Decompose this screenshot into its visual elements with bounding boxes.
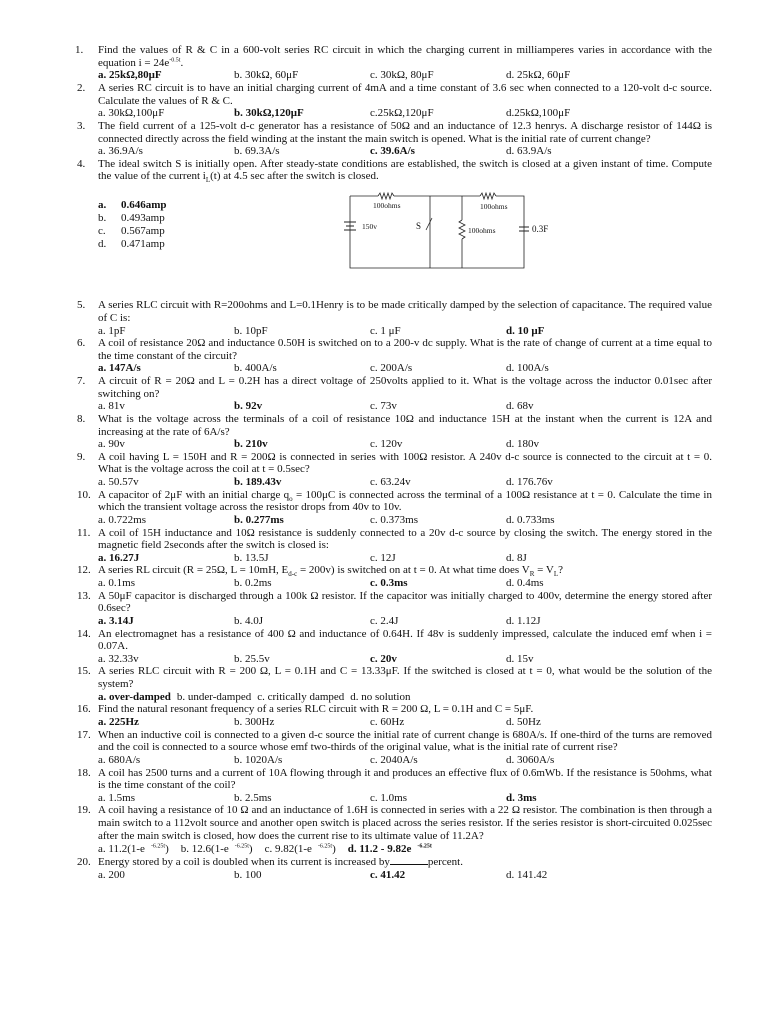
circuit-diagram xyxy=(338,186,558,282)
question-number: 12. xyxy=(77,564,91,577)
choice-row xyxy=(0,843,768,856)
choice-row xyxy=(0,325,768,338)
choice-b: b. 0.2ms xyxy=(234,577,272,590)
choice-row xyxy=(0,362,768,375)
choice-b: b. 300Hz xyxy=(234,716,275,729)
question-number: 5. xyxy=(77,299,86,312)
choice-d: d. no solution xyxy=(350,690,411,703)
resistor-2 xyxy=(480,193,496,199)
question-text: When an inductive coil is connected to a given d-c source the initial rate of current change is 680A/s. If one-third of the turns are removed and the coil is connected to a source whose emf two-thirds of the original value, what is the initial rate of current rise? xyxy=(98,728,712,754)
question-number: 7. xyxy=(77,374,86,387)
choice-text: ) xyxy=(165,842,169,855)
choice-d xyxy=(348,843,438,855)
choice-b: b. 13.5J xyxy=(234,551,269,564)
choice-row xyxy=(0,615,768,628)
choice-a: a. 36.9A/s xyxy=(98,145,143,158)
question-text: The ideal switch S is initially open. After steady-state conditions are established, the switch is closed at a given instant of time. Compute the value of the current i xyxy=(98,157,712,183)
resistor-1-label: 100ohms xyxy=(373,201,401,211)
choice-d: d. 15v xyxy=(506,652,534,665)
document-page xyxy=(0,44,768,881)
choice-d: d. 0.4ms xyxy=(506,577,544,590)
question-text-tail: = 200v) is switched on at t = 0. At what time does V xyxy=(297,564,530,577)
question-10 xyxy=(0,489,768,514)
choice-d: d. 68v xyxy=(506,400,534,413)
question-text: Find the values of R & C in a 600-volt series RC circuit in which the charging current in milliamperes varies in accordance with the equation i = 24e xyxy=(98,44,712,69)
choice-a: a. 30kΩ,100μF xyxy=(98,107,165,120)
question-number: 10. xyxy=(77,488,91,501)
choice-text: a. 11.2(1-e xyxy=(98,842,145,855)
choice-d: d. 100A/s xyxy=(506,362,549,375)
choice-c: c. 30kΩ, 80μF xyxy=(370,69,434,82)
question-text: What is the voltage across the terminals of a coil of resistance 10Ω and inductance 15H at the instant when the current is 12A and increasing at the rate of 6A/s? xyxy=(98,412,712,438)
question-number: 16. xyxy=(77,703,91,716)
choice-c: c. 1.0ms xyxy=(370,791,407,804)
choice-value: 0.493amp xyxy=(121,212,165,225)
choice-d: d.25kΩ,100μF xyxy=(506,107,571,120)
choice-letter: d. xyxy=(98,238,107,251)
question-text: A coil of 15H inductance and 10Ω resistance is suddenly connected to a 20v d-c source by closing the switch. The energy stored in the magnetic field 2seconds after the switch is closed is: xyxy=(98,526,712,552)
question-number: 19. xyxy=(77,804,91,817)
choice-b: b. under-damped xyxy=(176,690,252,703)
choice-b: b. 1020A/s xyxy=(234,754,283,766)
question-text: Find the natural resonant frequency of a series RLC circuit with R = 200 Ω, L = 0.1H and C = 5μF. xyxy=(98,703,534,716)
question-number: 4. xyxy=(77,157,86,170)
question-2 xyxy=(0,82,768,107)
choice-a: a. 1pF xyxy=(98,324,126,337)
choice-b: b. 4.0J xyxy=(234,615,264,628)
choice-b: b. 2.5ms xyxy=(234,791,272,804)
choice-c: c. 0.373ms xyxy=(370,514,418,527)
question-number: 2. xyxy=(77,81,86,94)
question-text: A coil has 2500 turns and a current of 10A flowing through it and produces an effective flux of 0.6mWb. If the resistance is 50ohms, what is the time constant of the coil? xyxy=(98,766,712,792)
question-number: 9. xyxy=(77,450,86,463)
choice-b: b. 69.3A/s xyxy=(234,145,280,158)
choice-d: d. 3ms xyxy=(506,791,537,804)
question-text: A capacitor of 2μF with an initial charge q xyxy=(98,488,290,501)
choice-a: a. 50.57v xyxy=(98,476,139,489)
choice-text: b. 12.6(1-e xyxy=(180,842,229,855)
choice-c: c. 2.4J xyxy=(370,615,399,628)
choice-d: d. 10 μF xyxy=(506,324,545,337)
choice-letter: b. xyxy=(98,212,107,225)
question-number: 3. xyxy=(77,119,86,132)
choice-a: a. 16.27J xyxy=(98,551,140,564)
choice-d: d. 176.76v xyxy=(506,476,553,489)
subscript: R xyxy=(529,570,535,579)
question-1 xyxy=(0,44,768,69)
question-text-tail: . xyxy=(180,56,184,69)
choice-letter: a. xyxy=(98,199,107,212)
choice-a: a. 25kΩ,80μF xyxy=(98,69,162,82)
question-number: 11. xyxy=(77,526,91,539)
question-text: A coil having a resistance of 10 Ω and an inductance of 1.6H is connected in series with a 22 Ω resistor. The combination is then through a main switch to a 112volt source and another open switch is placed across the series resistor. If the series resistor is short-circuited 0.025sec after the main switch is closed, how does the current rise to its ultimate value of 11.2A? xyxy=(98,804,712,842)
question-text: A coil having L = 150H and R = 200Ω is connected in series with 100Ω resistor. A 240v d-c source is connected to the circuit at t = 0. What is the voltage across the coil at t = 0.5sec? xyxy=(98,450,712,476)
question-8 xyxy=(0,413,768,438)
choice-a: a. 225Hz xyxy=(98,716,139,729)
choice-row xyxy=(0,691,768,704)
choice-c: c. 2040A/s xyxy=(370,754,418,766)
choice-a: a. over-damped xyxy=(98,690,171,703)
choice-a: a. 1.5ms xyxy=(98,791,135,804)
question-text: A series RC circuit is to have an initial charging current of 4mA and a time constant of 3.6 sec when connected to a 120-volt d-c source. Calculate the values of R & C. xyxy=(98,81,712,107)
choice-b: b. 210v xyxy=(234,438,268,451)
choice-a: a. 0.722ms xyxy=(98,514,146,527)
question-text-tail: percent. xyxy=(427,856,463,869)
choice-row xyxy=(0,514,768,527)
choice-a: a. 200 xyxy=(98,868,125,881)
source-label: 150v xyxy=(362,222,377,232)
question-text-tail: = V xyxy=(534,564,554,577)
choice-b: b. 189.43v xyxy=(234,476,282,489)
question-number: 1. xyxy=(75,44,84,56)
subscript: L xyxy=(553,570,559,579)
resistor-3-label: 100ohms xyxy=(468,226,496,236)
choice-d: d. 141.42 xyxy=(506,868,548,881)
choice-row xyxy=(0,438,768,451)
question-7 xyxy=(0,375,768,400)
choice-d: d. 25kΩ, 60μF xyxy=(506,69,571,82)
capacitor-label: 0.3F xyxy=(532,224,549,235)
choice-row xyxy=(0,754,768,767)
question-11 xyxy=(0,527,768,552)
question-text: A series RLC circuit with R = 200 Ω, L = 0.1H and C = 13.33μF. If the switched is closed at t = 0, what would be the solution of the system? xyxy=(98,665,712,691)
switch-blade xyxy=(426,218,432,230)
choice-b: b. 100 xyxy=(234,868,262,881)
choice-c: c. 20v xyxy=(370,652,397,665)
choice-c: c. 41.42 xyxy=(370,868,406,881)
question-number: 17. xyxy=(77,728,91,741)
choice-row xyxy=(0,69,768,82)
question-number: 20. xyxy=(77,856,91,869)
question-15 xyxy=(0,665,768,690)
choice-a: a. 81v xyxy=(98,400,125,413)
choice-row xyxy=(0,476,768,489)
choice-d: d. 0.733ms xyxy=(506,514,555,527)
choice-d: d. 3060A/s xyxy=(506,754,555,766)
question-text: A coil of resistance 20Ω and inductance 0.50H is switched on to a 200-v dc supply. What is the rate of change of current at a time equal to the time constant of the circuit? xyxy=(98,337,712,362)
choice-c: c. 73v xyxy=(370,400,397,413)
exponent: -6.25t xyxy=(417,842,432,849)
choice-a xyxy=(98,843,175,855)
choice-d xyxy=(98,238,167,251)
choice-b xyxy=(98,212,167,225)
question-18 xyxy=(0,767,768,792)
choice-row xyxy=(0,552,768,565)
question-3 xyxy=(0,120,768,145)
choice-b: b. 30kΩ,120μF xyxy=(234,107,304,120)
question-text-tail: ? xyxy=(558,564,563,577)
choice-c: c. 63.24v xyxy=(370,476,411,489)
choice-d: d. 1.12J xyxy=(506,615,541,628)
choice-b: b. 400A/s xyxy=(234,362,277,375)
choice-row xyxy=(0,107,768,120)
choice-b: b. 0.277ms xyxy=(234,514,284,527)
choice-c: c.25kΩ,120μF xyxy=(370,107,434,120)
question-17 xyxy=(0,729,768,754)
choice-row xyxy=(0,716,768,729)
question-number: 6. xyxy=(77,337,86,350)
choice-a: a. 32.33v xyxy=(98,652,139,665)
question-4-figure xyxy=(0,183,768,299)
choice-d: d. 180v xyxy=(506,438,539,451)
resistor-2-label: 100ohms xyxy=(480,202,508,212)
question-9 xyxy=(0,451,768,476)
choice-a: a. 0.1ms xyxy=(98,577,135,590)
question-20 xyxy=(0,855,768,869)
choice-row xyxy=(0,400,768,413)
question-text: A series RL circuit (R = 25Ω, L = 10mH, E xyxy=(98,564,289,577)
question-5 xyxy=(0,299,768,324)
question-16 xyxy=(0,703,768,716)
choice-c: c. 39.6A/s xyxy=(370,145,415,158)
choice-row xyxy=(0,653,768,666)
choice-c: c. 120v xyxy=(370,438,403,451)
answer-blank xyxy=(390,855,428,865)
question-19 xyxy=(0,804,768,842)
exponent: -6.25t xyxy=(234,842,249,849)
resistor-3 xyxy=(459,220,465,239)
choice-b: b. 25.5v xyxy=(234,652,270,665)
question-text-tail: = 100μC is connected across the terminal of a 100Ω resistance at t = 0. Calculate the time in which the transient voltage across the resistor drops from 40v to 10v. xyxy=(98,488,712,514)
choice-row xyxy=(0,145,768,158)
choice-c: c. 12J xyxy=(370,551,396,564)
choice-row xyxy=(0,577,768,590)
choice-text: ) xyxy=(332,842,336,855)
question-text-tail: (t) at 4.5 sec after the switch is closed. xyxy=(210,170,379,183)
question-text: The field current of a 125-volt d-c generator has a resistance of 50Ω and an inductance of 12.3 henrys. A discharge resistor of 144Ω is connected directly across the field winding at the instant the main switch is opened. What is the initial rate of current change? xyxy=(98,119,712,145)
choice-value: 0.646amp xyxy=(121,199,167,212)
choice-letter: c. xyxy=(98,225,106,238)
choice-text: ) xyxy=(248,842,253,855)
choice-value: 0.471amp xyxy=(121,238,165,251)
question-text: A series RLC circuit with R=200ohms and L=0.1Henry is to be made critically damped by the selection of capacitance. The required value of C is: xyxy=(98,299,712,324)
choice-list xyxy=(98,199,167,251)
choice-b: b. 92v xyxy=(234,400,263,413)
choice-text: d. 11.2 - 9.82e xyxy=(347,842,412,855)
question-number: 15. xyxy=(77,665,91,678)
choice-a xyxy=(98,199,167,212)
question-number: 8. xyxy=(77,412,86,425)
choice-b xyxy=(181,843,259,855)
question-14 xyxy=(0,628,768,653)
choice-c xyxy=(98,225,167,238)
choice-c: c. 0.3ms xyxy=(370,577,408,590)
question-number: 14. xyxy=(77,627,91,640)
subscript: d-c xyxy=(288,570,298,579)
choice-a: a. 147A/s xyxy=(98,362,141,375)
question-6 xyxy=(0,337,768,362)
question-text: A 50μF capacitor is discharged through a 100k Ω resistor. If the capacitor was initially charged to 400v, determine the energy stored after 0.6sec? xyxy=(98,589,712,615)
choice-d: d. 63.9A/s xyxy=(506,145,552,158)
question-text: An electromagnet has a resistance of 400 Ω and inductance of 0.64H. If 48v is suddenly impressed, calculate the induced emf when i = 0.07A. xyxy=(98,627,712,653)
choice-a: a. 90v xyxy=(98,438,125,451)
exponent: -6.25t xyxy=(317,842,333,849)
subscript: L xyxy=(205,176,211,185)
choice-c: c. 1 μF xyxy=(370,324,401,337)
question-number: 13. xyxy=(77,589,91,602)
question-13 xyxy=(0,590,768,615)
choice-d: d. 50Hz xyxy=(506,716,541,729)
choice-text: c. 9.82(1-e xyxy=(264,842,312,855)
switch-label: S xyxy=(416,221,422,232)
choice-b: b. 30kΩ, 60μF xyxy=(234,69,299,82)
question-number: 18. xyxy=(77,766,91,779)
question-4 xyxy=(0,158,768,183)
choice-c: c. 60Hz xyxy=(370,716,405,729)
choice-c: c. critically damped xyxy=(257,690,345,703)
choice-row xyxy=(0,792,768,805)
choice-value: 0.567amp xyxy=(121,225,165,238)
choice-a: a. 680A/s xyxy=(98,754,141,766)
choice-a: a. 3.14J xyxy=(98,615,134,628)
exponent: -0.5t xyxy=(169,57,181,64)
subscript: o xyxy=(289,494,293,503)
question-text: Energy stored by a coil is doubled when its current is increased by xyxy=(98,856,390,869)
choice-c: c. 200A/s xyxy=(370,362,413,375)
exponent: -6.25t xyxy=(150,842,166,849)
question-text: A circuit of R = 20Ω and L = 0.2H has a direct voltage of 250volts applied to it. What is the voltage across the inductor 0.01sec after switching on? xyxy=(98,374,712,400)
choice-row xyxy=(0,869,768,882)
choice-d: d. 8J xyxy=(506,551,527,564)
resistor-1 xyxy=(378,193,394,199)
question-12 xyxy=(0,564,768,577)
choice-c xyxy=(265,843,342,855)
choice-b: b. 10pF xyxy=(234,324,268,337)
